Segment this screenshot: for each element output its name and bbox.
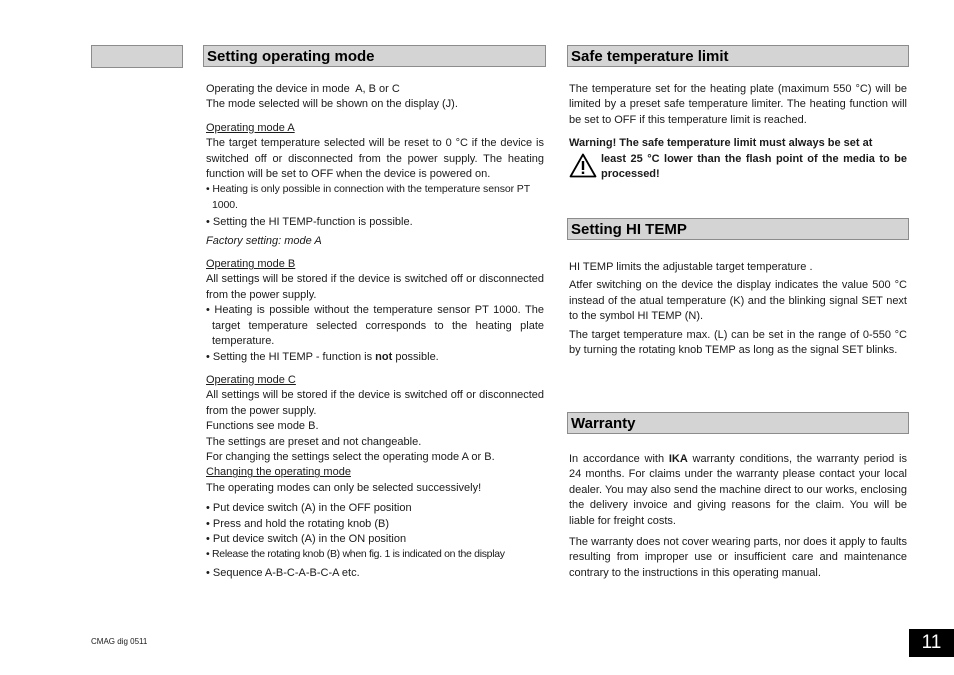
step-1: • Put device switch (A) in the OFF position <box>206 501 544 516</box>
warranty-p1 <box>569 452 911 529</box>
hi-temp-p1: HI TEMP limits the adjustable target temperature . <box>569 261 813 273</box>
warning-rest-row <box>569 152 907 183</box>
warning-block <box>569 136 907 183</box>
mode-c-line-2: Functions see mode B. <box>206 420 319 433</box>
warranty-p2: The warranty does not cover wearing parts, nor does it apply to faults resulting from improper use or insufficient care and maintenance contrary to the instructions in this operating manual. <box>569 536 907 579</box>
mode-b-bullet-2 <box>206 350 544 365</box>
left-column <box>206 82 544 581</box>
step-3: • Put device switch (A) in the ON position <box>206 532 544 547</box>
mode-c-line-4: For changing the settings select the operating mode A or B. <box>206 450 495 463</box>
warranty-body <box>569 452 911 581</box>
step-2: • Press and hold the rotating knob (B) <box>206 517 544 532</box>
mode-a-bullet-2: • Setting the HI TEMP-function is possible. <box>206 215 544 230</box>
changing-mode-heading: Changing the operating mode <box>206 466 351 479</box>
mode-c-body: All settings will be stored if the device is switched off or disconnected from the power supply. <box>206 389 544 417</box>
warning-line-rest: least 25 °C lower than the flash point of the media to be processed! <box>601 152 907 181</box>
mode-b-bullet-1: • Heating is possible without the temperature sensor PT 1000. The target temperature selected corresponds to the heating plate temperature. <box>206 303 544 349</box>
hi-temp-body <box>569 260 907 358</box>
mode-b-bullet-2-pre: Setting the HI TEMP - function is <box>212 350 376 363</box>
safe-limit-body: The temperature set for the heating plate (maximum 550 °C) will be limited by a preset safe temperature limiter. The heating function will be set to OFF if this temperature limit is reached. <box>569 83 907 126</box>
mode-a-heading: Operating mode A <box>206 121 295 134</box>
mode-b-body: All settings will be stored if the device is switched off or disconnected from the power supply. <box>206 273 544 301</box>
page-number: 11 <box>909 629 954 657</box>
mode-b-bullet-2-bold: not <box>375 350 393 363</box>
mode-c-heading: Operating mode C <box>206 373 296 386</box>
warning-line-1: Warning! The safe temperature limit must always be set at <box>569 137 873 149</box>
section-heading-hi-temp: Setting HI TEMP <box>567 218 909 240</box>
warning-triangle-icon <box>569 153 597 183</box>
step-4: • Release the rotating knob (B) when fig. 1 is indicated on the display <box>206 547 544 562</box>
section-heading-safe-limit: Safe temperature limit <box>567 45 909 67</box>
hi-temp-p2: Atfer switching on the device the display indicates the value 500 °C instead of the atual temperature (K) and the blinking signal SET next to the symbol HI TEMP (N). <box>569 279 907 323</box>
intro-line-1: Operating the device in mode A, B or C <box>206 83 400 95</box>
margin-header-bar <box>91 45 183 68</box>
mode-a-body: The target temperature selected will be reset to 0 °C if the device is switched off or disconnected from the power supply. The heating function will be set to OFF when the device is powered on. <box>206 137 544 181</box>
step-5: • Sequence A-B-C-A-B-C-A etc. <box>206 566 544 581</box>
section-heading-operating-mode: Setting operating mode <box>203 45 546 67</box>
mode-a-bullet-1: • Heating is only possible in connection with the temperature sensor PT 1000. <box>206 182 544 213</box>
changing-mode-body: The operating modes can only be selected successively! <box>206 481 482 494</box>
hi-temp-p3: The target temperature max. (L) can be set in the range of 0-550 °C by turning the rotating knob TEMP as long as the signal SET blinks. <box>569 328 907 357</box>
doc-code: CMAG dig 0511 <box>91 637 148 646</box>
mode-b-heading: Operating mode B <box>206 258 296 271</box>
factory-setting: Factory setting: mode A <box>206 234 322 247</box>
warranty-p1-post: warranty conditions, the warranty period is 24 months. For claims under the warranty please contact your local dealer. You may also send the machine direct to our works, enclosing the delivery invoice and giving reasons for the claim. You will be liable for freight costs. <box>569 453 911 527</box>
brand-name: IKA <box>668 453 688 465</box>
section-heading-warranty: Warranty <box>567 412 909 434</box>
mode-b-bullet-2-post: possible. <box>392 350 439 363</box>
mode-c-line-3: The settings are preset and not changeable. <box>206 435 422 448</box>
warranty-p1-pre: In accordance with <box>569 453 669 465</box>
intro-line-2: The mode selected will be shown on the display (J). <box>206 98 458 111</box>
